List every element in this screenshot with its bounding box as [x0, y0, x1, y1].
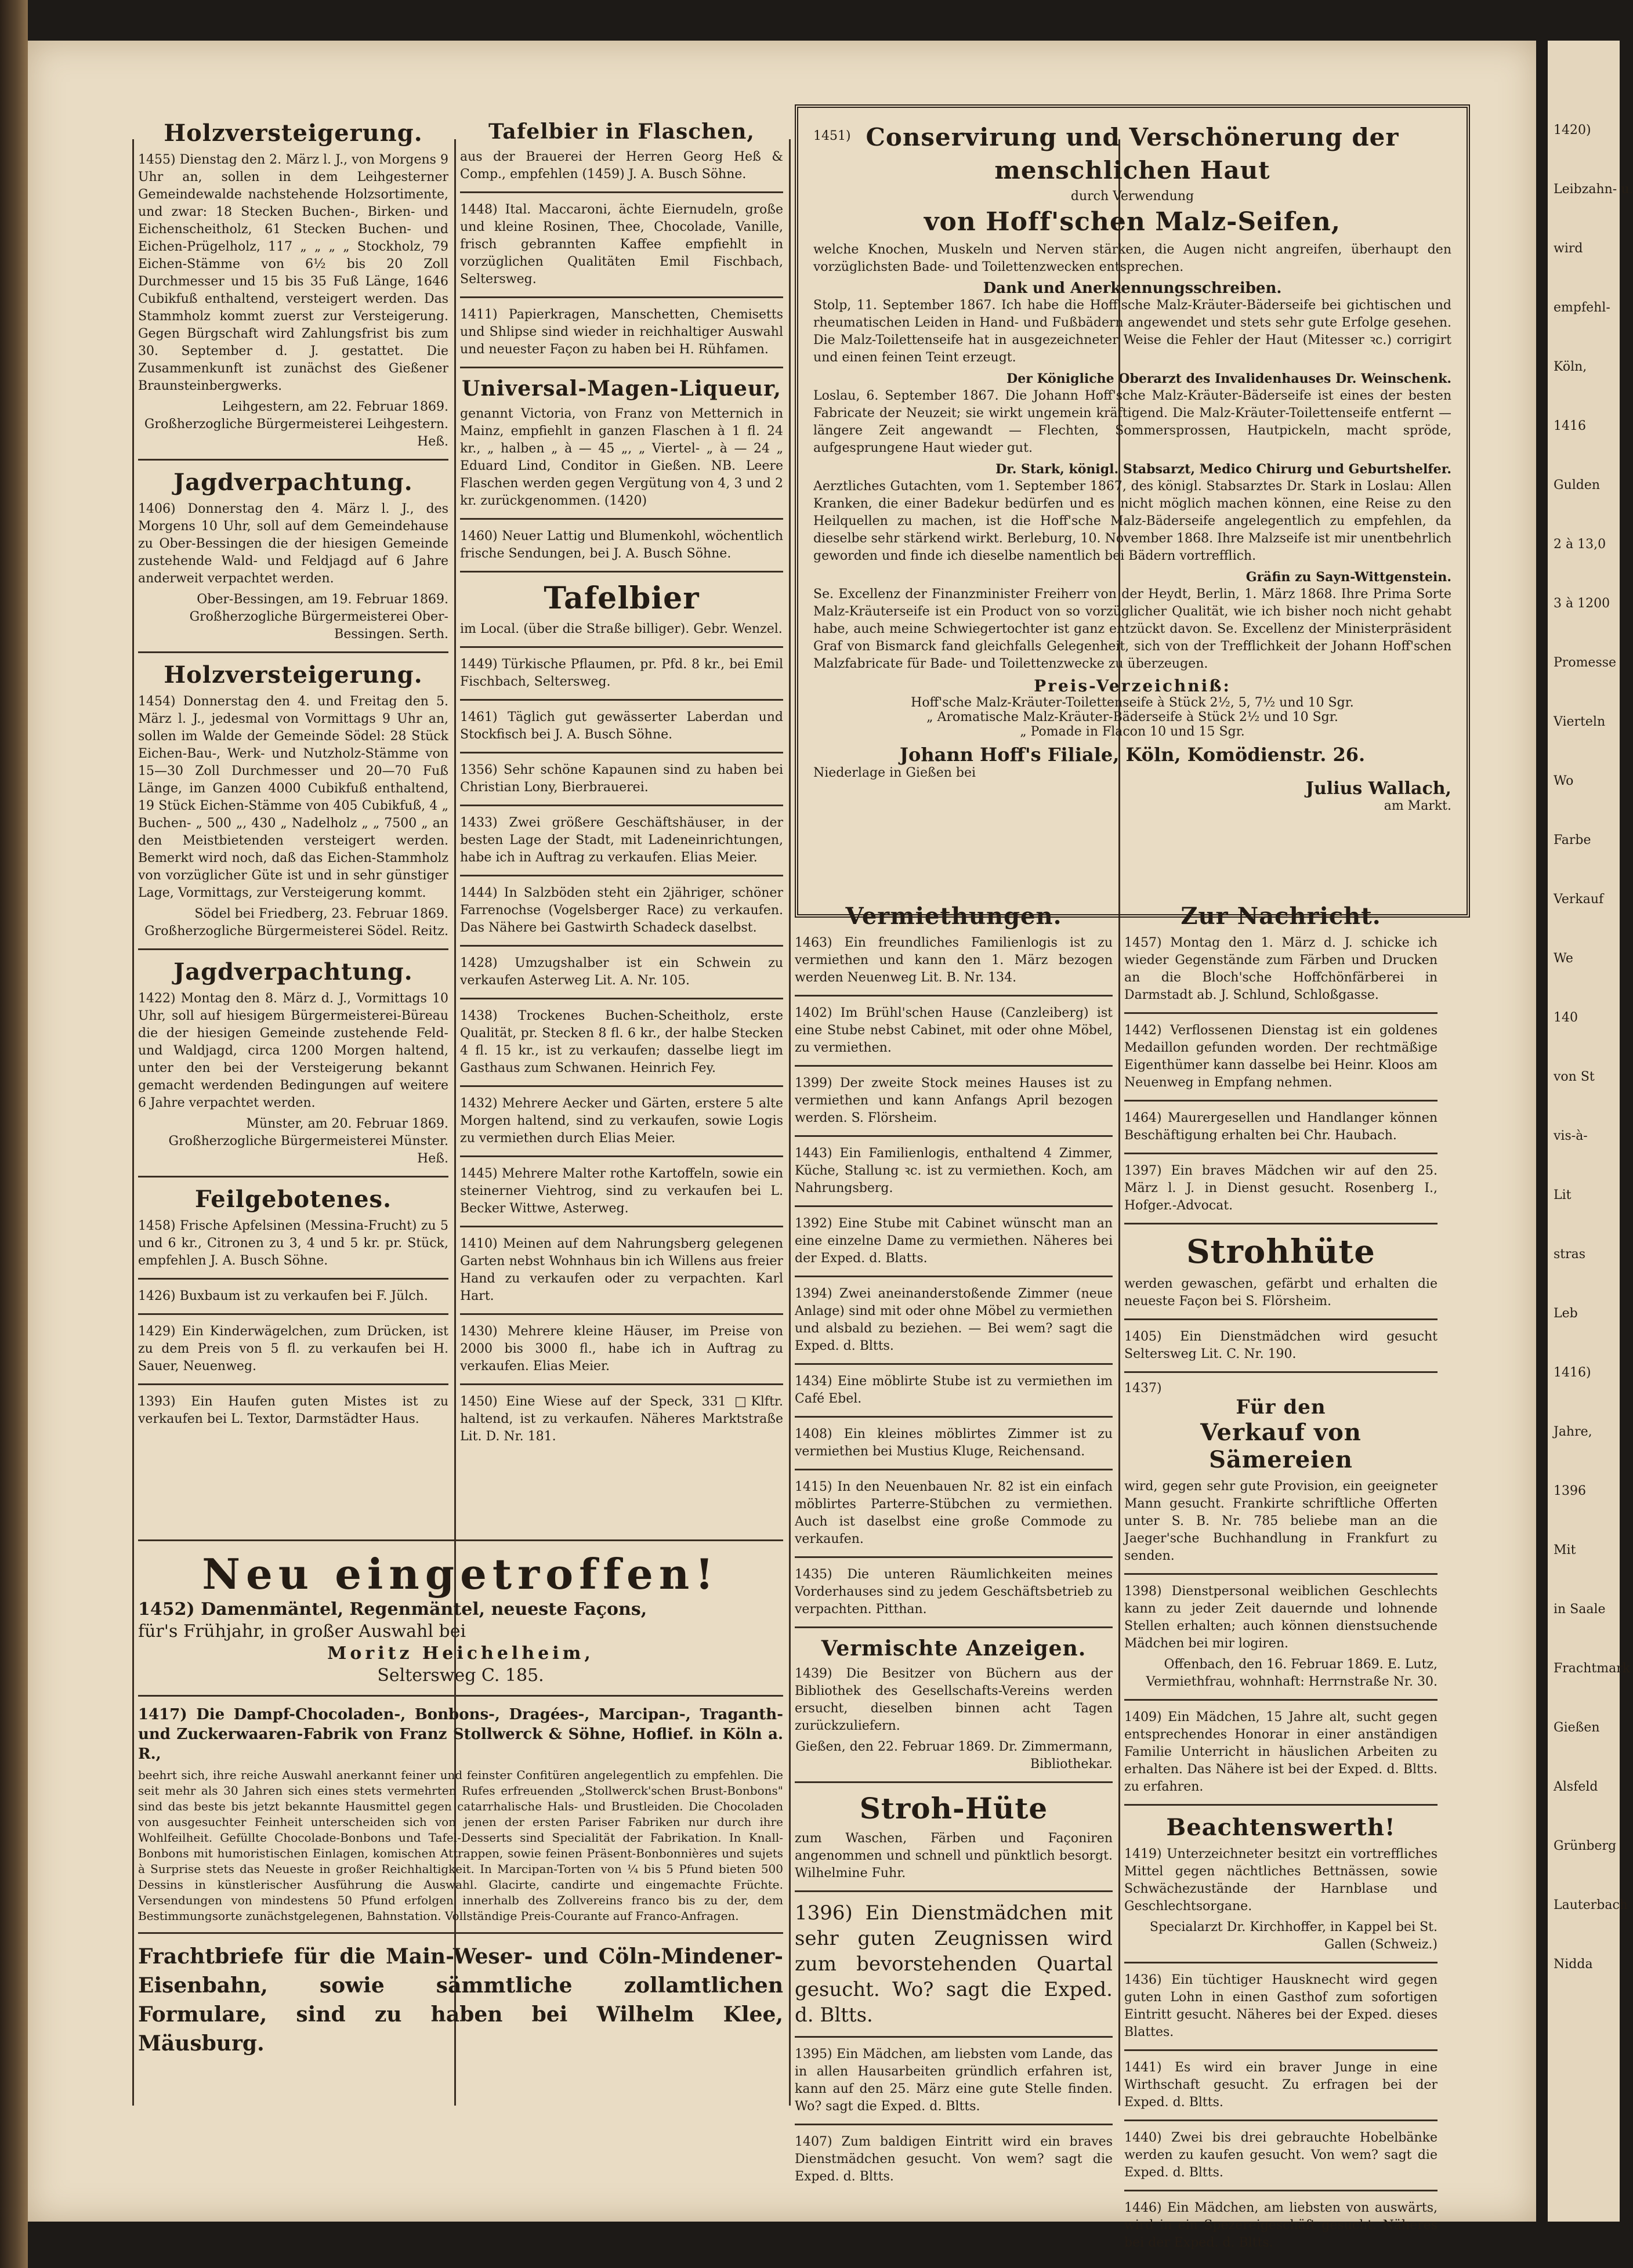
ad-text: genannt Victoria, von Franz von Metternich in Mainz, empfiehlt in ganzen Flaschen à 1 fl. 24 kr., „ halben „ à — 45 „, „ Viertel- „ à — 24 „ Eduard Lind, Conditor in Gießen. NB. Leere Flaschen werden gegen Vergütung von 4, 3 und 2 kr. zurückgenommen. (1420)	[460, 407, 783, 508]
divider	[460, 518, 783, 520]
ad-text: 1448) Ital. Maccaroni, ächte Eiernudeln, große und kleine Rosinen, Thee, Chocolade, Vanille, frisch gebrannten Kaffee empfiehlt in vorzüglichen Qualitäten Emil Fischbach, Seltersweg.	[460, 202, 783, 287]
ad-text: 1458) Frische Apfelsinen (Messina-Frucht) zu 5 und 6 kr., Citronen zu 3, 4 und 5 kr. pr. Stück, empfehlen J. A. Busch Söhne.	[138, 1219, 448, 1268]
fragment-line: Vierteln	[1554, 715, 1606, 729]
fragment-line: wird	[1554, 241, 1583, 256]
fragment-line: Grünberg	[1554, 1839, 1617, 1853]
fragment-line: Jahre,	[1554, 1425, 1592, 1439]
divider	[138, 1176, 448, 1178]
divider	[138, 1695, 783, 1697]
fragment-line: We	[1554, 951, 1573, 966]
fragment-line: Verkauf	[1554, 892, 1604, 907]
column-rule	[789, 139, 791, 2106]
ad-text: 1439) Die Besitzer von Büchern aus der Bibliothek des Gesellschafts-Vereins werden ersucht, dieselben binnen acht Tagen zurückzuliefern.	[795, 1666, 1113, 1733]
divider	[460, 1155, 783, 1157]
ad-firm: Moritz Heichelheim,	[327, 1643, 594, 1664]
divider	[138, 459, 448, 461]
divider	[795, 1781, 1113, 1783]
ad-text: im Local. (über die Straße billiger). Gebr. Wenzel.	[460, 622, 783, 636]
fragment-line: Alsfeld	[1554, 1780, 1598, 1794]
ad-text: 1397) Ein braves Mädchen wir auf den 25. März l. J. in Dienst gesucht. Rosenberg I., Hofger.-Advocat.	[1124, 1164, 1438, 1213]
ad-number: 1451)	[813, 129, 851, 143]
ad-text: welche Knochen, Muskeln und Nerven stärken, die Augen nicht angreifen, überhaupt den vorzüglichsten Bade- und Toilettenzwecken entsprechen.	[813, 242, 1451, 274]
fragment-line: Lauterbach	[1554, 1898, 1628, 1912]
divider	[795, 1065, 1113, 1067]
ad-text: 1428) Umzugshalber ist ein Schwein zu verkaufen Asterweg Lit. A. Nr. 105.	[460, 956, 783, 988]
ad-text: 1407) Zum baldigen Eintritt wird ein braves Dienstmädchen gesucht. Von wem? sagt die Exped. d. Bltts.	[795, 2135, 1113, 2184]
ad-title: Strohhüte	[1186, 1233, 1375, 1271]
divider	[1124, 2120, 1438, 2121]
divider	[1124, 1573, 1438, 1575]
ad-text: 1356) Sehr schöne Kapaunen sind zu haben bei Christian Lony, Bierbrauerei.	[460, 763, 783, 795]
divider	[795, 995, 1113, 997]
ad-signature: Leihgestern, am 22. Februar 1869. Großherzogliche Bürgermeisterei Leihgestern. Heß.	[144, 400, 448, 449]
ad-text: Aerztliches Gutachten, vom 1. September 1867, des königl. Stabsarztes Dr. Stark in Loslau: Allen Kranken, die einer Badekur bedürfen und es nicht möglich machen können, eine Reise zu den Heilquellen zu machen, ist die Hoff'sche Malz-Bäderseife angelegentlich zu empfehlen, da dieselbe sehr stärkend wirkt. Berleburg, 10. November 1868. Ihre Malzseife ist mir unentbehrlich geworden und finde ich dieselbe namentlich bei Bädern vortrefflich.	[813, 479, 1451, 563]
ad-text: beehrt sich, ihre reiche Auswahl anerkannt feiner und feinster Confitüren angelegentlich zu empfehlen. Die seit mehr als 30 Jahren sich eines stets vermehrten Rufes erfreuenden „Stollwerck'schen Brust-Bonbons" sind das beste bis jetzt bekannte Hausmittel gegen catarrhalische Hals- und Brustleiden. Die Chocoladen von ausgesuchter Feinheit unterscheiden sich von jenen der ersten Pariser Fabriken nur durch ihre Wohlfeilheit. Gefüllte Chocolade-Bonbons und Tafel-Desserts sind Specialität der Fabrikation. In Knall-Bonbons mit humoristischen Einlagen, komischen Attrappen, sowie feinen Präsent-Bonbonnières und sujets à Surprise stets das Neueste in großer Reichhaltigkeit. In Marcipan-Torten von ¼ bis 5 Pfund bieten 500 Dessins in künstlerischer Ausführung die Auswahl. Glacirte, candirte und eingemachte Früchte. Versendungen von mindestens 50 Pfund erfolgen innerhalb des Zollvereins franco bis zu der, dem Bestimmungsorte zunächstgelegenen, Bahnstation. Vollständige Preis-Courante auf Franco-Anfragen.	[138, 1768, 783, 1923]
ad-number: 1437)	[1124, 1381, 1162, 1396]
column-2	[460, 116, 783, 1449]
fragment-line: von St	[1554, 1070, 1595, 1084]
ad-heading: Preis-Verzeichniß:	[1034, 676, 1231, 695]
ad-text: 1395) Ein Mädchen, am liebsten vom Lande, das in allen Hausarbeiten gründlich erfahren ist, kann auf den 25. März eine gute Stelle finden. Wo? sagt die Exped. d. Bltts.	[795, 2047, 1113, 2114]
divider	[138, 1313, 448, 1315]
ad-text: 1443) Ein Familienlogis, enthaltend 4 Zimmer, Küche, Stallung ꝛc. ist zu vermiethen. Koch, am Nahrungsberg.	[795, 1146, 1113, 1195]
ad-signature: Gießen, den 22. Februar 1869. Dr. Zimmermann, Bibliothekar.	[795, 1740, 1113, 1771]
ad-text: 1461) Täglich gut gewässerter Laberdan und Stockfisch bei J. A. Busch Söhne.	[460, 710, 783, 742]
ad-text: Stolp, 11. September 1867. Ich habe die Hoff'sche Malz-Kräuter-Bäderseife bei gichtischen und rheumatischen Leiden in Hand- und Fußbädern angewendet und stets sehr gute Erfolge gesehen. Die Malz-Toilettenseife hat in ausgezeichneter Weise die Fehler der Haut (Mitesser ꝛc.) corrigirt und einen feinen Teint erzeugt.	[813, 298, 1451, 365]
ad-subtitle: durch Verwendung	[1070, 189, 1194, 204]
ad-title: Holzversteigerung.	[164, 119, 423, 147]
ad-text: zum Waschen, Färben und Façoniren angenommen und schnell und pünktlich besorgt. Wilhelmine Fuhr.	[795, 1831, 1113, 1881]
fragment-line: 3 à 1200	[1554, 596, 1610, 611]
divider	[460, 1313, 783, 1315]
fragment-line: Gulden	[1554, 478, 1601, 492]
ad-title: von Hoff'schen Malz-Seifen,	[924, 207, 1341, 237]
fragment-line: empfehl-	[1554, 300, 1610, 315]
divider	[460, 998, 783, 999]
ad-heading: Dank und Anerkennungsschreiben.	[983, 280, 1282, 297]
ad-text: 1444) In Salzböden steht ein 2jähriger, schöner Farrenochse (Vogelsberger Race) zu verkaufen. Das Nähere bei Gastwirth Schadeck daselbst.	[460, 886, 783, 935]
ad-text: Seltersweg C. 185.	[377, 1665, 544, 1686]
column-rule	[132, 139, 134, 2106]
divider	[460, 296, 783, 298]
fragment-line: Frachtmark	[1554, 1661, 1631, 1676]
divider	[1124, 1012, 1438, 1014]
ad-text: für's Frühjahr, in großer Auswahl bei	[138, 1621, 466, 1642]
divider	[460, 805, 783, 806]
divider	[138, 651, 448, 653]
ad-text: 1426) Buxbaum ist zu verkaufen bei F. Jülch.	[138, 1289, 428, 1303]
divider	[138, 948, 448, 950]
ad-text: 1435) Die unteren Räumlichkeiten meines Vorderhauses sind zu jedem Geschäftsbetrieb zu verpachten. Pitthan.	[795, 1567, 1113, 1617]
ad-title: Conservirung und Verschönerung der	[866, 123, 1399, 151]
ad-text: 1419) Unterzeichneter besitzt ein vortreffliches Mittel gegen nächtliches Bettnässen, sowie Schwächezustände der Harnblase und Geschlechtsorgane.	[1124, 1847, 1438, 1914]
fragment-line: vis-à-	[1554, 1129, 1588, 1143]
divider	[460, 1085, 783, 1087]
fragment-line: stras	[1554, 1247, 1586, 1262]
ad-text: 1434) Eine möblirte Stube ist zu vermiethen im Café Ebel.	[795, 1374, 1113, 1406]
ad-signature: Dr. Stark, königl. Stabsarzt, Medico Chirurg und Geburtshelfer.	[995, 462, 1451, 477]
ad-text: 1455) Dienstag den 2. März l. J., von Morgens 9 Uhr an, sollen in dem Leihgesterner Gemeindewalde nachstehende Holzsortimente, und zwar: 18 Stecken Buchen-, Birken- und Eichenscheitholz, 61 Stecken Buchen- und Eichen-Prügelholz, 117 „ „ „ „ Stockholz, 79 Eichen-Stämme von 6½ bis 20 Zoll Durchmesser und 15 bis 35 Fuß Länge, 1646 Cubikfuß enthaltend, versteigert werden. Das Stammholz kommt zuerst zur Versteigerung. Gegen Bürgschaft wird Zahlungsfrist bis zum 30. September d. J. gestattet. Die Zusammenkunft ist zunächst des Gießener Braunsteinbergwerks.	[138, 153, 448, 393]
ad-text: 1450) Eine Wiese auf der Speck, 331 □Klftr. haltend, ist zu verkaufen. Näheres Marktstraße Lit. D. Nr. 181.	[460, 1394, 783, 1444]
ad-text: 1457) Montag den 1. März d. J. schicke ich wieder Gegenstände zum Färben und Drucken an die Bloch'sche Hoffchönfärberei in Darmstadt ab. J. Schlund, Schloßgasse.	[1124, 936, 1438, 1002]
divider	[460, 1226, 783, 1227]
divider	[795, 1276, 1113, 1277]
divider	[460, 945, 783, 947]
ad-text: 1396) Ein Dienstmädchen mit sehr guten Zeugnissen wird zum bevorstehenden Quartal gesucht. Wo? sagt die Exped. d. Bltts.	[795, 1901, 1113, 2027]
price-line: Hoff'sche Malz-Kräuter-Toilettenseife à Stück 2½, 5, 7½ und 10 Sgr.	[911, 695, 1354, 710]
ad-signature: Ober-Bessingen, am 19. Februar 1869. Großherzogliche Bürgermeisterei Ober-Bessingen. Serth.	[189, 592, 448, 642]
fragment-line: 1416	[1554, 419, 1586, 433]
ad-text: Loslau, 6. September 1867. Die Johann Hoff'sche Malz-Kräuter-Bäderseife ist eines der besten Fabricate der Neuzeit; sie wirkt ungemein kräftigend. Die Malz-Kräuter-Toilettenseife entfernt — längere Zeit angewandt — Flechten, Sommersprossen, Hautpickeln, macht spröde, aufgesprungene Haut wieder gut.	[813, 389, 1451, 455]
divider	[460, 571, 783, 573]
divider	[1124, 1804, 1438, 1806]
fragment-line: Köln,	[1554, 360, 1587, 374]
divider	[1124, 1371, 1438, 1373]
divider	[460, 367, 783, 368]
divider	[1124, 1153, 1438, 1154]
ad-text: 1436) Ein tüchtiger Hausknecht wird gegen guten Lohn in einen Gasthof zum sofortigen Eintritt gesucht. Näheres bei der Exped. dieses Blattes.	[1124, 1973, 1438, 2039]
divider	[795, 1416, 1113, 1418]
ad-text: am Markt.	[1384, 799, 1451, 813]
ad-text: Frachtbriefe für die Main-Weser- und Cöln-Mindener-Eisenbahn, sowie sämmtliche zollamtlichen Formulare, sind zu haben bei Wilhelm Klee, Mäusburg.	[138, 1944, 783, 2056]
ad-signature: Der Königliche Oberarzt des Invalidenhauses Dr. Weinschenk.	[1006, 371, 1451, 386]
fragment-line: Gießen	[1554, 1720, 1600, 1735]
column-3	[795, 899, 1113, 2189]
ad-firm: Johann Hoff's Filiale, Köln, Komödienstr. 26.	[899, 744, 1366, 766]
fragment-line: 1420)	[1554, 123, 1591, 137]
divider	[138, 1932, 783, 1934]
ad-title: 1417) Die Dampf-Chocoladen-, Bonbons-, Dragées-, Marcipan-, Traganth- und Zuckerwaaren-Fabrik von Franz Stollwerck & Söhne, Hoflief. in Köln a. R.,	[138, 1706, 783, 1763]
ad-text: 1445) Mehrere Malter rothe Kartoffeln, sowie ein steinerner Viehtrog, sind zu verkaufen bei L. Becker Wittwe, Asterweg.	[460, 1166, 783, 1216]
divider	[795, 2124, 1113, 2125]
ad-text: 1463) Ein freundliches Familienlogis ist zu vermiethen und kann den 1. März bezogen werden Neuenweg Lit. B. Nr. 134.	[795, 936, 1113, 985]
neu-eingetroffen-ad	[138, 1531, 783, 2062]
divider	[460, 191, 783, 193]
divider	[1124, 1318, 1438, 1320]
section-title: Zur Nachricht.	[1181, 903, 1381, 930]
divider	[1124, 1962, 1438, 1963]
fragment-line: Mit	[1554, 1543, 1576, 1557]
fragment-line: Leibzahn- u.	[1554, 182, 1633, 197]
ad-firm: Julius Wallach,	[1305, 778, 1451, 799]
divider	[795, 1135, 1113, 1137]
divider	[460, 752, 783, 753]
section-title: Vermischte Anzeigen.	[821, 1636, 1087, 1661]
ad-title: Stroh-Hüte	[859, 1791, 1048, 1825]
ad-title: Tafelbier	[544, 581, 700, 616]
divider	[460, 1383, 783, 1385]
fragment-line: Lit	[1554, 1188, 1572, 1202]
ad-title: Für den	[1236, 1396, 1326, 1419]
ad-text: 1393) Ein Haufen guten Mistes ist zu verkaufen bei L. Textor, Darmstädter Haus.	[138, 1394, 448, 1426]
divider	[138, 1383, 448, 1385]
ad-title: Verkauf von Sämereien	[1200, 1419, 1362, 1473]
ad-text: aus der Brauerei der Herren Georg Heß & Comp., empfehlen (1459) J. A. Busch Söhne.	[460, 150, 783, 182]
ad-text: 1399) Der zweite Stock meines Hauses ist zu vermiethen und kann Anfangs April bezogen werden. S. Flörsheim.	[795, 1076, 1113, 1125]
ad-text: wird, gegen sehr gute Provision, ein geeigneter Mann gesucht. Frankirte schriftliche Offerten unter S. B. Nr. 785 beliebe man an die Jaeger'sche Buchhandlung in Frankfurt zu senden.	[1124, 1479, 1438, 1563]
ad-text: 1464) Maurergesellen und Handlanger können Beschäftigung erhalten bei Chr. Haubach.	[1124, 1111, 1438, 1143]
ad-text: 1406) Donnerstag den 4. März l. J., des Morgens 10 Uhr, soll auf dem Gemeindehause zu Ober-Bessingen die der hiesigen Gemeinde zustehende Wald- und Feldjagd auf 6 Jahre anderweit verpachtet werden.	[138, 502, 448, 586]
hoff-malz-seifen-ad	[795, 104, 1470, 918]
fragment-line: in Saale	[1554, 1602, 1606, 1617]
divider	[1124, 2190, 1438, 2191]
ad-text: 1398) Dienstpersonal weiblichen Geschlechts kann zu jeder Zeit dauernde und lohnende Stellen erhalten; auch können dienstsuchende Mädchen bei mir logiren.	[1124, 1584, 1438, 1651]
section-title: Vermiethungen.	[845, 903, 1062, 930]
column-4	[1124, 899, 1438, 2255]
fragment-line: Wo	[1554, 774, 1574, 788]
fragment-line: Nidda	[1554, 1957, 1593, 1972]
divider	[795, 1556, 1113, 1558]
divider	[460, 646, 783, 648]
fragment-line: 140	[1554, 1010, 1578, 1025]
ad-text: 1449) Türkische Pflaumen, pr. Pfd. 8 kr., bei Emil Fischbach, Seltersweg.	[460, 657, 783, 689]
price-line: „ Pomade in Flacon 10 und 15 Sgr.	[1020, 724, 1245, 739]
divider	[1124, 1223, 1438, 1224]
ad-signature: Södel bei Friedberg, 23. Februar 1869. Großherzogliche Bürgermeisterei Södel. Reitz.	[144, 907, 448, 939]
fragment-line: 1416)	[1554, 1365, 1591, 1380]
ad-text: 1429) Ein Kinderwägelchen, zum Drücken, ist zu dem Preis von 5 fl. zu verkaufen bei H. Sauer, Neuenweg.	[138, 1324, 448, 1374]
fragment-line: Farbe	[1554, 833, 1591, 847]
divider	[795, 2036, 1113, 2038]
ad-text: 1452) Damenmäntel, Regenmäntel, neueste Façons,	[138, 1599, 647, 1620]
ad-text: 1442) Verflossenen Dienstag ist ein goldenes Medaillon gefunden worden. Der rechtmäßige Eigenthümer kann dasselbe bei Heinr. Kloos am Neuenweg in Empfang nehmen.	[1124, 1023, 1438, 1090]
ad-title: menschlichen Haut	[994, 156, 1270, 184]
ad-signature: Gräfin zu Sayn-Wittgenstein.	[1245, 570, 1451, 585]
fragment-line: Leb	[1554, 1306, 1578, 1321]
ad-title: Holzversteigerung.	[164, 661, 423, 689]
price-line: „ Aromatische Malz-Kräuter-Bäderseife à Stück 2½ und 10 Sgr.	[926, 710, 1338, 724]
ad-text: 1402) Im Brühl'schen Hause (Canzleiberg) ist eine Stube nebst Cabinet, mit oder ohne Möbel, zu vermiethen.	[795, 1006, 1113, 1055]
ad-title: Universal-Magen-Liqueur,	[462, 376, 781, 401]
section-title: Feilgebotenes.	[194, 1186, 392, 1213]
ad-text: 1392) Eine Stube mit Cabinet wünscht man an eine einzelne Dame zu vermiethen. Näheres bei der Exped. d. Blatts.	[795, 1216, 1113, 1266]
divider	[138, 1539, 783, 1541]
divider	[795, 1626, 1113, 1628]
divider	[795, 1205, 1113, 1207]
divider	[795, 1363, 1113, 1365]
ad-title: Jagdverpachtung.	[173, 958, 413, 986]
divider	[795, 1469, 1113, 1470]
ad-text: 1422) Montag den 8. März d. J., Vormittags 10 Uhr, soll auf hiesigem Bürgermeisterei-Büreau die der hiesigen Gemeinde zustehende Feld- und Waldjagd, circa 1200 Morgen haltend, unter den bei der Versteigerung bekannt gemacht werdenden Bedingungen auf weitere 6 Jahre verpachtet werden.	[138, 991, 448, 1110]
column-1	[138, 116, 448, 1432]
fragment-line: 2 à 13,0	[1554, 537, 1606, 552]
ad-text: 1460) Neuer Lattig und Blumenkohl, wöchentlich frische Sendungen, bei J. A. Busch Söhne.	[460, 529, 783, 561]
ad-signature: Offenbach, den 16. Februar 1869. E. Lutz, Vermiethfrau, wohnhaft: Herrnstraße Nr. 30.	[1146, 1657, 1438, 1689]
ad-text: 1446) Ein Mädchen, am liebsten von auswärts, wird in ein Spezereigeschäft gesucht. Näheres bei der Exped. d. Bltts.	[1124, 2201, 1438, 2250]
divider	[1124, 1699, 1438, 1701]
divider	[460, 875, 783, 876]
divider	[1124, 2049, 1438, 2051]
divider	[1124, 1100, 1438, 1102]
divider	[138, 1278, 448, 1280]
fragment-line: Promesse	[1554, 655, 1617, 670]
ad-text: werden gewaschen, gefärbt und erhalten die neueste Façon bei S. Flörsheim.	[1124, 1277, 1438, 1309]
fragment-lines	[1548, 41, 1633, 1973]
ad-text: 1415) In den Neuenbauen Nr. 82 ist ein einfach möblirtes Parterre-Stübchen zu vermiethen. Auch ist daselbst eine große Commode zu verkaufen.	[795, 1480, 1113, 1546]
ad-title: Beachtenswerth!	[1166, 1814, 1396, 1841]
ad-text: 1432) Mehrere Aecker und Gärten, erstere 5 alte Morgen haltend, sind zu verkaufen, sowie Logis zu vermiethen durch Elias Meier.	[460, 1096, 783, 1146]
ad-text: 1440) Zwei bis drei gebrauchte Hobelbänke werden zu kaufen gesucht. Von wem? sagt die Exped. d. Bltts.	[1124, 2131, 1438, 2180]
ad-text: 1411) Papierkragen, Manschetten, Chemisetts und Shlipse sind wieder in reichhaltiger Auswahl und neuester Façon zu haben bei H. Rühfamen.	[460, 307, 783, 357]
ad-signature: Münster, am 20. Februar 1869. Großherzogliche Bürgermeisterei Münster. Heß.	[168, 1117, 448, 1166]
ad-text: 1405) Ein Dienstmädchen wird gesucht Seltersweg Lit. C. Nr. 190.	[1124, 1329, 1438, 1361]
ad-text: 1408) Ein kleines möblirtes Zimmer ist zu vermiethen bei Mustius Kluge, Reichensand.	[795, 1427, 1113, 1459]
ad-text: Niederlage in Gießen bei	[813, 766, 976, 780]
ad-signature: Specialarzt Dr. Kirchhoffer, in Kappel bei St. Gallen (Schweiz.)	[1149, 1920, 1438, 1952]
ad-text: 1394) Zwei aneinanderstoßende Zimmer (neue Anlage) sind mit oder ohne Möbel zu vermiethen und alsbald zu beziehen. — Bei wem? sagt die Exped. d. Bltts.	[795, 1287, 1113, 1353]
divider	[795, 1890, 1113, 1892]
ad-text: 1441) Es wird ein braver Junge in eine Wirthschaft gesucht. Zu erfragen bei der Exped. d. Bltts.	[1124, 2060, 1438, 2110]
ad-text: 1409) Ein Mädchen, 15 Jahre alt, sucht gegen entsprechendes Honorar in einer anständigen Familie Unterricht in häuslichen Arbeiten zu erhalten. Das Nähere ist bei der Exped. d. Bltts. zu erfahren.	[1124, 1710, 1438, 1794]
ad-text: 1410) Meinen auf dem Nahrungsberg gelegenen Garten nebst Wohnhaus bin ich Willens aus freier Hand zu verkaufen oder zu verpachten. Karl Hart.	[460, 1237, 783, 1303]
ad-text: Se. Excellenz der Finanzminister Freiherr von der Heydt, Berlin, 1. März 1868. Ihre Prima Sorte Malz-Kräuterseife ist ein Product von so vorzüglicher Qualität, wie ich bisher noch nicht gehabt habe, auch meine Schwiegertochter ist ganz entzückt davon. Se. Excellenz der Ministerpräsident Graf von Bismarck fand gleichfalls Gelegenheit, sich von der Trefflichkeit der Johann Hoff'schen Malzfabricate für Bade- und Toilettenzwecke zu überzeugen.	[813, 587, 1451, 671]
ad-title: Tafelbier in Flaschen,	[488, 119, 755, 144]
ad-text: 1438) Trockenes Buchen-Scheitholz, erste Qualität, pr. Stecken 8 fl. 6 kr., der halbe Stecken 4 fl. 15 kr., ist zu verkaufen; dasselbe liegt im Gasthaus zum Schwanen. Heinrich Fey.	[460, 1009, 783, 1075]
ad-text: 1454) Donnerstag den 4. und Freitag den 5. März l. J., jedesmal von Vormittags 9 Uhr an, sollen im Walde der Gemeinde Södel: 28 Stück Eichen-Bau-, Werk- und Nutzholz-Stämme von 15—30 Zoll Durchmesser und 20—70 Fuß Länge, im Ganzen 4000 Cubikfuß enthaltend, 19 Stück Eichen-Stämme von 405 Cubikfuß, 4 „ Buchen- „ 500 „, 430 „ Nadelholz „ „ 7500 „ an den Meistbietenden versteigert werden. Bemerkt wird noch, daß das Eichen-Stammholz von vorzüglicher Güte ist und in sehr günstiger Lage, Vormittags, zur Versteigerung kommt.	[138, 694, 448, 900]
book-binding	[0, 0, 28, 2268]
ad-title: Jagdverpachtung.	[173, 469, 413, 496]
newspaper-page	[28, 41, 1536, 2250]
fragment-line: 1396	[1554, 1484, 1586, 1498]
adjacent-page-fragment	[1548, 41, 1633, 2222]
ad-text: 1430) Mehrere kleine Häuser, im Preise von 2000 bis 3000 fl., habe ich in Auftrag zu verkaufen. Elias Meier.	[460, 1324, 783, 1374]
divider	[460, 699, 783, 701]
ad-text: 1433) Zwei größere Geschäftshäuser, in der besten Lage der Stadt, mit Ladeneinrichtungen, habe ich in Auftrag zu verkaufen. Elias Meier.	[460, 816, 783, 865]
ad-title: Neu eingetroffen!	[202, 1549, 719, 1599]
